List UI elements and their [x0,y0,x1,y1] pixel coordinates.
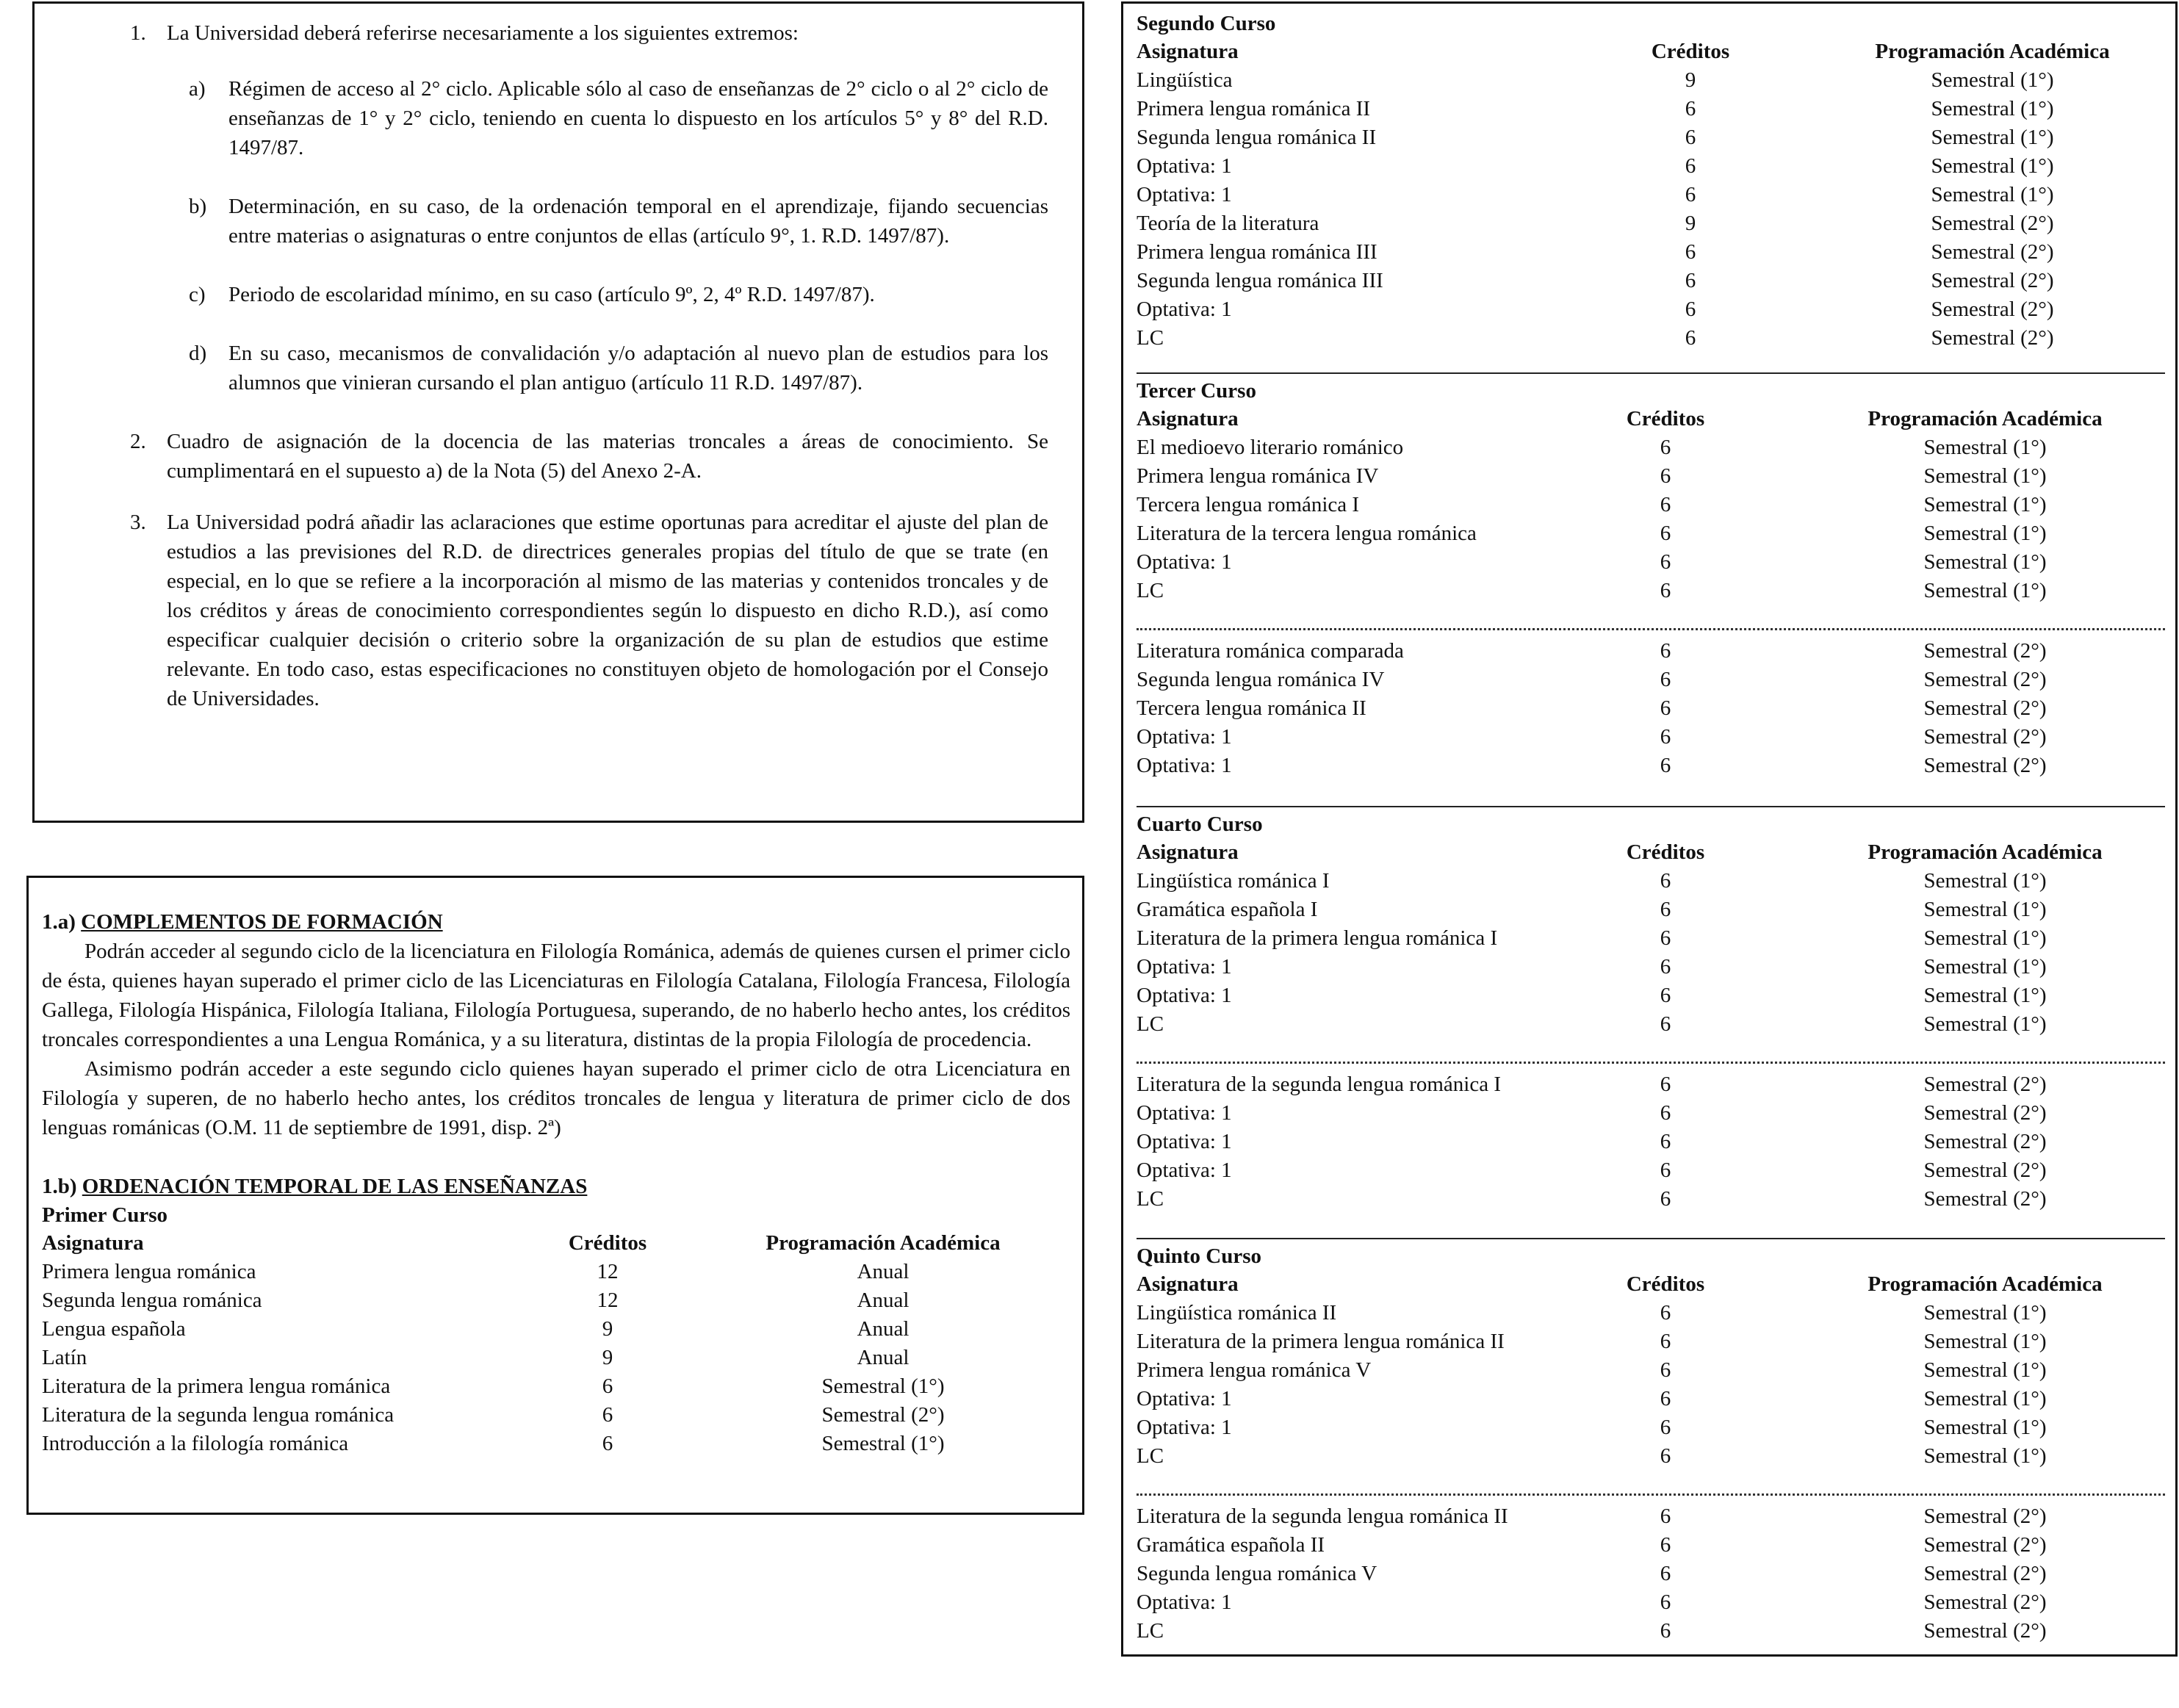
subitem-text: Régimen de acceso al 2° ciclo. Aplicable sólo al caso de enseñanzas de 2° ciclo o al 2° ciclo de enseñanzas de 1° y 2° ciclo, teniendo en cuenta lo dispuesto en los artículos 5° y 8° del R.D. 1497/87. [228,77,1048,159]
credits-cell: 6 [1685,240,1696,264]
course-rows [1137,1299,2165,1471]
table-row [1137,1128,2165,1156]
program-cell: Semestral (1°) [1923,926,2047,950]
course-rows [42,1258,1070,1458]
table-row [1137,1531,2165,1560]
credits-cell: 6 [1660,1619,1671,1643]
subject-cell: Optativa: 1 [1137,1101,1232,1125]
header-subject: Asignatura [1137,840,1239,864]
program-cell: Semestral (1°) [1923,984,2047,1007]
credits-cell: 6 [1660,1159,1671,1182]
program-cell: Semestral (2°) [1923,1619,2047,1643]
table-row [1137,548,2165,577]
note-text: La Universidad podrá añadir las aclaraciones que estime oportunas para acreditar el ajuste del plan de estudios a las previsiones del R.D. de directrices generales propias del título de que se trate (en especial, en lo que se refiere a la incorporación al mismo de las materias y contenidos troncales y de los créditos y áreas de conocimiento correspondientes según lo dispuesto en dicho R.D.), así como especificar cualquier decisión o criterio sobre la organización de su plan de estudios que estime relevante. En todo caso, estas especificaciones no constituyen objeto de homologación por el Consejo de Universidades. [167,511,1048,710]
table-row [42,1286,1070,1315]
note-subitem [167,74,1048,162]
program-cell: Semestral (1°) [1923,522,2047,545]
subject-cell: Segunda lengua románica III [1137,269,1383,292]
semester-divider [1137,1062,2165,1064]
program-cell: Semestral (1°) [1923,436,2047,459]
program-cell: Semestral (2°) [1923,1533,2047,1557]
credits-cell: 6 [1660,1416,1671,1439]
primer-curso-table [42,1201,1070,1458]
credits-cell: 6 [1660,1330,1671,1353]
course-title: Quinto Curso [1137,1244,1262,1268]
course-title: Primer Curso [42,1203,168,1227]
subject-cell: Latín [42,1346,87,1369]
subject-cell: Segunda lengua románica V [1137,1562,1377,1585]
table-row [1137,1588,2165,1617]
program-cell: Semestral (1°) [1923,1387,2047,1410]
program-cell: Semestral (2°) [1931,240,2054,264]
table-row [1137,267,2165,295]
ordering-prefix: 1.b) [42,1175,77,1198]
subject-cell: Literatura de la segunda lengua románica [42,1403,395,1427]
subject-cell: Tercera lengua románica I [1137,493,1360,516]
table-row [1137,1327,2165,1356]
credits-cell: 6 [1660,754,1671,777]
cuarto-curso-table [1137,810,2165,1039]
table-row [1137,1385,2165,1413]
note-text: La Universidad deberá referirse necesariamente a los siguientes extremos: [167,21,799,45]
subitem-letter: c) [189,283,206,306]
quinto-curso-semester-2 [1137,1502,2165,1646]
program-cell: Semestral (1°) [1923,1301,2047,1325]
header-subject: Asignatura [1137,407,1239,430]
table-row [1137,1299,2165,1327]
subject-cell: Optativa: 1 [1137,955,1232,979]
table-row [1137,637,2165,666]
table-row [1137,1560,2165,1588]
credits-cell: 6 [1660,725,1671,749]
program-cell: Semestral (1°) [1923,955,2047,979]
subject-cell: Primera lengua románica IV [1137,464,1379,488]
header-subject: Asignatura [42,1231,144,1255]
semester-divider [1137,1493,2165,1496]
subject-cell: LC [1137,1619,1164,1643]
program-cell: Semestral (2°) [1931,298,2054,321]
header-program: Programación Académica [1868,840,2103,864]
subject-cell: Optativa: 1 [1137,298,1232,321]
program-cell: Semestral (1°) [1931,183,2054,206]
table-header-row [1137,37,2165,66]
program-cell: Semestral (2°) [1923,725,2047,749]
notes-list [130,18,1048,735]
program-cell: Semestral (1°) [1931,97,2054,120]
subject-cell: Optativa: 1 [1137,550,1232,574]
table-row [1137,1442,2165,1471]
credits-cell: 6 [1660,436,1671,459]
note-number: 2. [130,430,146,453]
subject-cell: Optativa: 1 [1137,1387,1232,1410]
table-row [1137,694,2165,723]
credits-cell: 6 [1660,464,1671,488]
subject-cell: Tercera lengua románica II [1137,696,1366,720]
credits-cell: 6 [1660,1444,1671,1468]
subitem-letter: d) [189,342,207,365]
header-subject: Asignatura [1137,1272,1239,1296]
complements-paragraph-1: Podrán acceder al segundo ciclo de la licenciatura en Filología Románica, además de quienes cursen el primer ciclo de ésta, quienes hayan superado el primer ciclo de las Licenciaturas en Filología Catalana, Filología Francesa, Filología Gallega, Filología Hispánica, Filología Italiana, Filología Portuguesa, superando, de no haberlo hecho antes, los créditos troncales correspondientes a una Lengua Románica, y a su literatura, distintas de la propia Filología de procedencia. [42,940,1070,1051]
subject-cell: Literatura de la primera lengua románica II [1137,1330,1505,1353]
program-cell: Semestral (2°) [1923,1590,2047,1614]
header-program: Programación Académica [1875,40,2110,63]
subject-cell: Optativa: 1 [1137,154,1232,178]
ordering-heading [42,1172,1070,1201]
subitem-letter: a) [189,77,206,101]
credits-cell: 6 [1660,1073,1671,1096]
table-header-row [1137,405,2165,433]
subitem-text: Determinación, en su caso, de la ordenación temporal en el aprendizaje, fijando secuencias entre materias o asignaturas o entre conjuntos de ellas (artículo 9°, 1. R.D. 1497/87). [228,195,1048,248]
note-subitem [167,339,1048,397]
subject-cell: Optativa: 1 [1137,984,1232,1007]
credits-cell: 6 [1660,1012,1671,1036]
table-row [1137,1070,2165,1099]
subject-cell: Literatura románica comparada [1137,639,1404,663]
subject-cell: Optativa: 1 [1137,1130,1232,1153]
table-header-row [42,1229,1070,1258]
note-subitem [167,280,1048,309]
subject-cell: Optativa: 1 [1137,754,1232,777]
credits-cell: 9 [1685,68,1696,92]
credits-cell: 6 [1660,493,1671,516]
program-cell: Semestral (1°) [1923,493,2047,516]
subject-cell: Segunda lengua románica [42,1289,262,1312]
credits-cell: 12 [597,1260,619,1283]
table-row [1137,433,2165,462]
credits-cell: 6 [1660,668,1671,691]
table-row [1137,152,2165,181]
table-row [1137,66,2165,95]
table-row [1137,953,2165,981]
section-divider [1137,372,2165,374]
credits-cell: 6 [1660,898,1671,921]
table-row [1137,209,2165,238]
program-cell: Semestral (1°) [1923,1330,2047,1353]
credits-cell: 6 [1660,1562,1671,1585]
credits-cell: 9 [1685,212,1696,235]
table-row [1137,723,2165,752]
courses-box [1121,1,2178,1657]
subject-cell: Literatura de la primera lengua románica [42,1374,391,1398]
credits-cell: 6 [1685,298,1696,321]
table-row [1137,519,2165,548]
subject-cell: Optativa: 1 [1137,725,1232,749]
course-rows [1137,637,2165,780]
table-row [42,1258,1070,1286]
program-cell: Semestral (2°) [1923,1562,2047,1585]
program-cell: Semestral (1°) [1923,898,2047,921]
program-cell: Semestral (1°) [1931,68,2054,92]
subject-cell: Gramática española II [1137,1533,1325,1557]
table-row [1137,462,2165,491]
table-row [1137,324,2165,353]
subitem-text: Periodo de escolaridad mínimo, en su caso (artículo 9º, 2, 4º R.D. 1497/87). [228,283,875,306]
credits-cell: 6 [602,1403,613,1427]
header-subject: Asignatura [1137,40,1239,63]
header-credits: Créditos [1651,40,1730,63]
credits-cell: 6 [1660,1505,1671,1528]
subject-cell: Primera lengua románica V [1137,1358,1372,1382]
cuarto-curso-semester-2 [1137,1070,2165,1214]
note-item [130,508,1048,713]
credits-cell: 6 [1660,926,1671,950]
complements-content [42,907,1070,1458]
note-text: Cuadro de asignación de la docencia de las materias troncales a áreas de conocimiento. Se cumplimentará en el supuesto a) de la Nota (5) del Anexo 2-A. [167,430,1048,483]
subject-cell: Lingüística románica I [1137,869,1330,893]
program-cell: Semestral (1°) [1923,869,2047,893]
program-cell: Semestral (2°) [1931,326,2054,350]
subject-cell: LC [1137,326,1164,350]
table-row [1137,295,2165,324]
program-cell: Semestral (2°) [1923,1073,2047,1096]
credits-cell: 6 [1660,579,1671,602]
header-credits: Créditos [1626,840,1705,864]
table-row [1137,123,2165,152]
program-cell: Semestral (2°) [1923,1159,2047,1182]
program-cell: Semestral (1°) [1923,550,2047,574]
course-rows [1137,433,2165,605]
program-cell: Semestral (1°) [1923,1416,2047,1439]
credits-cell: 6 [1660,1101,1671,1125]
table-header-row [1137,838,2165,867]
program-cell: Semestral (2°) [1923,639,2047,663]
complements-paragraph-2: Asimismo podrán acceder a este segundo ciclo quienes hayan superado el primer ciclo de otra Licenciatura en Filología y superen, de no haberlo hecho antes, los créditos troncales de lengua y literatura de primer ciclo de dos lenguas románicas (O.M. 11 de septiembre de 1991, disp. 2ª) [42,1057,1070,1139]
table-row [42,1315,1070,1344]
subject-cell: Gramática española I [1137,898,1318,921]
credits-cell: 9 [602,1317,613,1341]
table-row [1137,1185,2165,1214]
credits-cell: 12 [597,1289,619,1312]
credits-cell: 6 [602,1374,613,1398]
header-program: Programación Académica [1868,1272,2103,1296]
header-credits: Créditos [1626,407,1705,430]
credits-cell: 6 [1685,326,1696,350]
subject-cell: Optativa: 1 [1137,1159,1232,1182]
credits-cell: 6 [1660,1358,1671,1382]
note-number: 1. [130,21,146,45]
header-program: Programación Académica [1868,407,2103,430]
complements-box [26,876,1084,1515]
tercer-curso-semester-2 [1137,637,2165,780]
table-row [1137,1502,2165,1531]
course-rows [1137,1070,2165,1214]
subject-cell: Lengua española [42,1317,186,1341]
complements-prefix: 1.a) [42,910,76,934]
subject-cell: LC [1137,1444,1164,1468]
table-row [42,1372,1070,1401]
program-cell: Semestral (1°) [821,1374,945,1398]
subject-cell: Optativa: 1 [1137,1416,1232,1439]
credits-cell: 6 [1660,696,1671,720]
credits-cell: 6 [602,1432,613,1455]
subject-cell: Literatura de la primera lengua románica I [1137,926,1498,950]
program-cell: Semestral (2°) [1923,668,2047,691]
note-item [130,427,1048,486]
subject-cell: Introducción a la filología románica [42,1432,349,1455]
notes-box [32,1,1084,823]
ordering-title: ORDENACIÓN TEMPORAL DE LAS ENSEÑANZAS [82,1175,588,1198]
credits-cell: 6 [1660,550,1671,574]
note-number: 3. [130,511,146,534]
subject-cell: Segunda lengua románica IV [1137,668,1385,691]
table-row [42,1401,1070,1430]
program-cell: Semestral (2°) [1923,1505,2047,1528]
program-cell: Semestral (2°) [1923,696,2047,720]
table-row [1137,181,2165,209]
subject-cell: Literatura de la tercera lengua románica [1137,522,1477,545]
program-cell: Semestral (2°) [1923,1101,2047,1125]
tercer-curso-table [1137,377,2165,605]
course-title: Cuarto Curso [1137,812,1263,836]
course-rows [1137,1502,2165,1646]
program-cell: Semestral (2°) [1923,754,2047,777]
program-cell: Semestral (1°) [1931,154,2054,178]
complements-heading [42,907,1070,937]
header-credits: Créditos [568,1231,647,1255]
credits-cell: 6 [1685,126,1696,149]
program-cell: Semestral (2°) [1923,1130,2047,1153]
subject-cell: Primera lengua románica [42,1260,256,1283]
subject-cell: LC [1137,579,1164,602]
subject-cell: LC [1137,1187,1164,1211]
table-row [1137,1010,2165,1039]
program-cell: Anual [857,1346,910,1369]
table-row [1137,924,2165,953]
subject-cell: Literatura de la segunda lengua románica I [1137,1073,1501,1096]
program-cell: Semestral (2°) [1931,269,2054,292]
subject-cell: Lingüística románica II [1137,1301,1337,1325]
table-row [42,1344,1070,1372]
subject-cell: Primera lengua románica III [1137,240,1377,264]
subject-cell: Optativa: 1 [1137,1590,1232,1614]
semester-divider [1137,628,2165,630]
program-cell: Semestral (1°) [1923,464,2047,488]
note-item [130,18,1048,397]
program-cell: Semestral (1°) [1923,1444,2047,1468]
program-cell: Semestral (2°) [1931,212,2054,235]
course-title: Tercer Curso [1137,379,1256,403]
header-program: Programación Académica [766,1231,1001,1255]
table-row [1137,981,2165,1010]
table-header-row [1137,1270,2165,1299]
note-sublist [167,74,1048,397]
program-cell: Semestral (1°) [821,1432,945,1455]
program-cell: Anual [857,1289,910,1312]
credits-cell: 9 [602,1346,613,1369]
subject-cell: Primera lengua románica II [1137,97,1371,120]
program-cell: Anual [857,1317,910,1341]
credits-cell: 6 [1660,1187,1671,1211]
subject-cell: Optativa: 1 [1137,183,1232,206]
program-cell: Semestral (1°) [1931,126,2054,149]
table-row [42,1430,1070,1458]
credits-cell: 6 [1685,269,1696,292]
table-row [1137,1099,2165,1128]
table-row [1137,1356,2165,1385]
program-cell: Semestral (1°) [1923,579,2047,602]
program-cell: Semestral (1°) [1923,1358,2047,1382]
program-cell: Semestral (2°) [821,1403,945,1427]
segundo-curso-table [1137,10,2165,353]
subject-cell: Lingüística [1137,68,1233,92]
credits-cell: 6 [1660,984,1671,1007]
header-credits: Créditos [1626,1272,1705,1296]
credits-cell: 6 [1660,869,1671,893]
credits-cell: 6 [1660,522,1671,545]
program-cell: Semestral (1°) [1923,1012,2047,1036]
subitem-text: En su caso, mecanismos de convalidación y/o adaptación al nuevo plan de estudios para los alumnos que vinieran cursando el plan antiguo (artículo 11 R.D. 1497/87). [228,342,1048,394]
table-row [1137,1156,2165,1185]
credits-cell: 6 [1685,154,1696,178]
table-row [1137,95,2165,123]
subject-cell: LC [1137,1012,1164,1036]
credits-cell: 6 [1660,1130,1671,1153]
note-subitem [167,192,1048,251]
program-cell: Anual [857,1260,910,1283]
quinto-curso-table [1137,1242,2165,1471]
credits-cell: 6 [1685,183,1696,206]
credits-cell: 6 [1660,1590,1671,1614]
subject-cell: Teoría de la literatura [1137,212,1319,235]
table-row [1137,238,2165,267]
table-row [1137,491,2165,519]
table-row [1137,577,2165,605]
subject-cell: Segunda lengua románica II [1137,126,1377,149]
table-row [1137,752,2165,780]
subitem-letter: b) [189,195,207,218]
section-divider [1137,806,2165,807]
course-rows [1137,66,2165,353]
credits-cell: 6 [1660,639,1671,663]
complements-title: COMPLEMENTOS DE FORMACIÓN [81,910,443,934]
credits-cell: 6 [1660,1387,1671,1410]
subject-cell: Literatura de la segunda lengua románica II [1137,1505,1508,1528]
table-row [1137,666,2165,694]
table-row [1137,1617,2165,1646]
credits-cell: 6 [1660,1533,1671,1557]
course-title: Segundo Curso [1137,12,1276,35]
table-row [1137,1413,2165,1442]
section-divider [1137,1238,2165,1239]
credits-cell: 6 [1660,955,1671,979]
program-cell: Semestral (2°) [1923,1187,2047,1211]
subject-cell: El medioevo literario románico [1137,436,1404,459]
course-rows [1137,867,2165,1039]
credits-cell: 6 [1660,1301,1671,1325]
table-row [1137,896,2165,924]
table-row [1137,867,2165,896]
credits-cell: 6 [1685,97,1696,120]
